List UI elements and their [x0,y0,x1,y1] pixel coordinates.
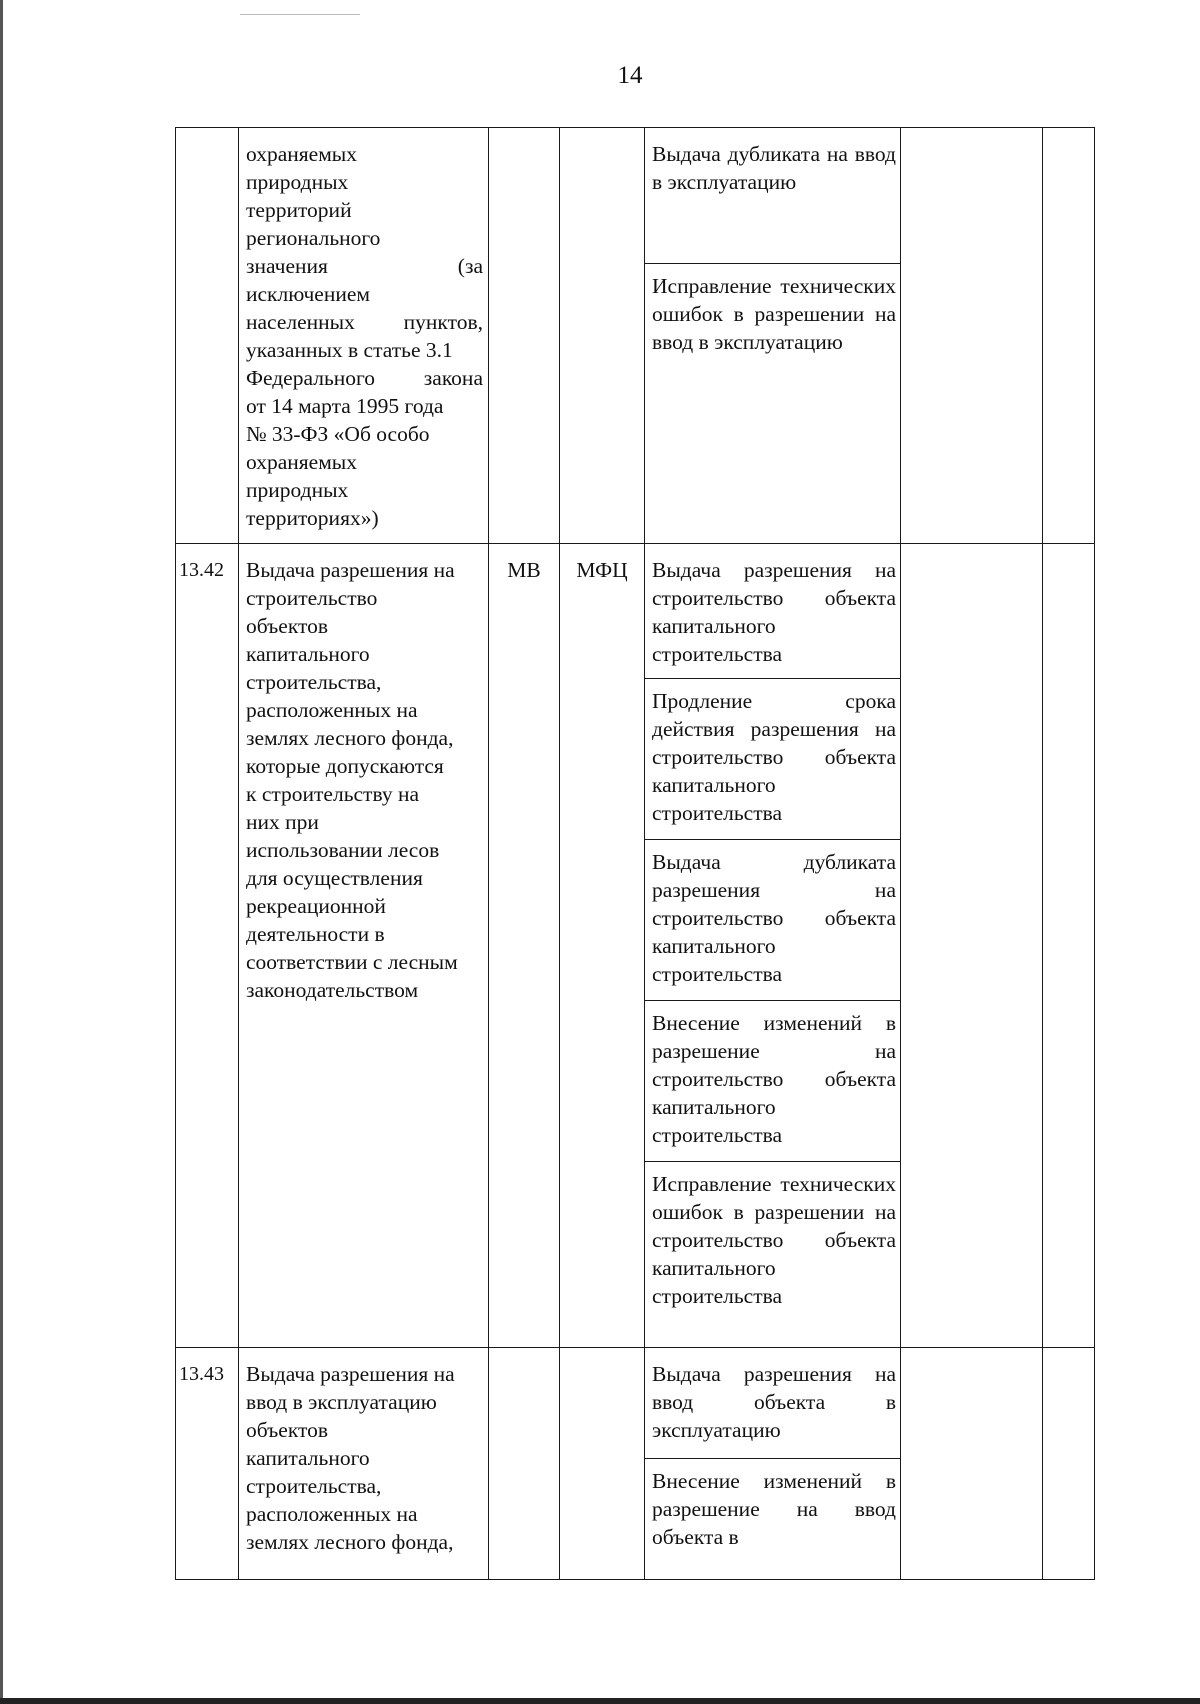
mfc-code [560,1348,645,1580]
provider-code: МВ [489,544,560,1348]
service-name-line: законодательством [246,978,419,1002]
service-name-line: № 33-ФЗ «Об особо [246,422,430,446]
service-name-line: территориях») [246,506,379,530]
empty-cell [1043,128,1095,544]
sub-service: Исправление технических ошибок в разрешении на ввод в эксплуатацию [645,264,901,544]
sub-service: Исправление технических ошибок в разрешении на строительство объекта капитального строительства [645,1162,901,1348]
service-name-line: расположенных на [246,1502,418,1526]
service-name [239,1348,489,1580]
sub-service: Выдача дубликата разрешения на строительство объекта капитального строительства [645,840,901,1001]
table-row [176,544,1095,679]
empty-cell [1043,544,1095,1348]
scan-top-mark [240,14,360,15]
sub-service: Внесение изменений в разрешение на ввод объекта в [645,1459,901,1580]
service-name-line: охраняемых [246,142,357,166]
service-name-line: исключением [246,282,370,306]
service-name-line: значения (за [246,254,483,278]
service-name-line: природных [246,478,349,502]
sub-service: Внесение изменений в разрешение на строительство объекта капитального строительства [645,1001,901,1162]
provider-code [489,128,560,544]
provider-code [489,1348,560,1580]
service-name-line: капитального [246,1446,370,1470]
service-name-line: к строительству на [246,782,420,806]
row-number [176,128,239,544]
service-name-line: землях лесного фонда, [246,726,454,750]
service-name-line: указанных в статье 3.1 [246,338,453,362]
service-name-line: расположенных на [246,698,418,722]
service-name-line: Федерального закона [246,366,483,390]
mfc-code [560,128,645,544]
mfc-code: МФЦ [560,544,645,1348]
scan-left-edge [0,0,3,1704]
sub-service: Выдача разрешения на ввод объекта в эксплуатацию [645,1348,901,1459]
service-name-line: объектов [246,1418,328,1442]
service-name-line: населенных пунктов, [246,310,483,334]
empty-cell [901,128,1043,544]
service-name-line: землях лесного фонда, [246,1530,454,1554]
service-name-line: от 14 марта 1995 года [246,394,444,418]
empty-cell [901,1348,1043,1580]
table-row [176,128,1095,264]
service-name-line: которые допускаются [246,754,444,778]
scan-bottom-edge [0,1698,1200,1704]
service-name-line: соответствии с лесным [246,950,458,974]
service-name-line: них при [246,810,319,834]
service-name-line: ввод в эксплуатацию [246,1390,437,1414]
table-row [176,1348,1095,1459]
sub-service: Продление срока действия разрешения на строительство объекта капитального строительства [645,679,901,840]
service-name-line: строительства, [246,1474,382,1498]
service-name-line: Выдача разрешения на [246,1362,455,1386]
row-number: 13.42 [176,544,239,1348]
page-number: 14 [617,62,643,89]
table-body [176,128,1095,1580]
service-name-line: деятельности в [246,922,385,946]
service-name-line: охраняемых [246,450,357,474]
sub-service: Выдача разрешения на строительство объекта капитального строительства [645,544,901,679]
service-name-line: строительство [246,586,378,610]
service-name-line: регионального [246,226,381,250]
services-table [175,127,1095,1580]
service-name-line: рекреационной [246,894,386,918]
empty-cell [901,544,1043,1348]
service-name-line: для осуществления [246,866,423,890]
service-name-line: Выдача разрешения на [246,558,455,582]
service-name-line: объектов [246,614,328,638]
service-name-line: капитального [246,642,370,666]
service-name-line: территорий [246,198,352,222]
service-name-line: использовании лесов [246,838,440,862]
empty-cell [1043,1348,1095,1580]
service-name [239,128,489,544]
service-name-line: строительства, [246,670,382,694]
sub-service: Выдача дубликата на ввод в эксплуатацию [645,128,901,264]
service-name [239,544,489,1348]
service-name-line: природных [246,170,349,194]
row-number: 13.43 [176,1348,239,1580]
